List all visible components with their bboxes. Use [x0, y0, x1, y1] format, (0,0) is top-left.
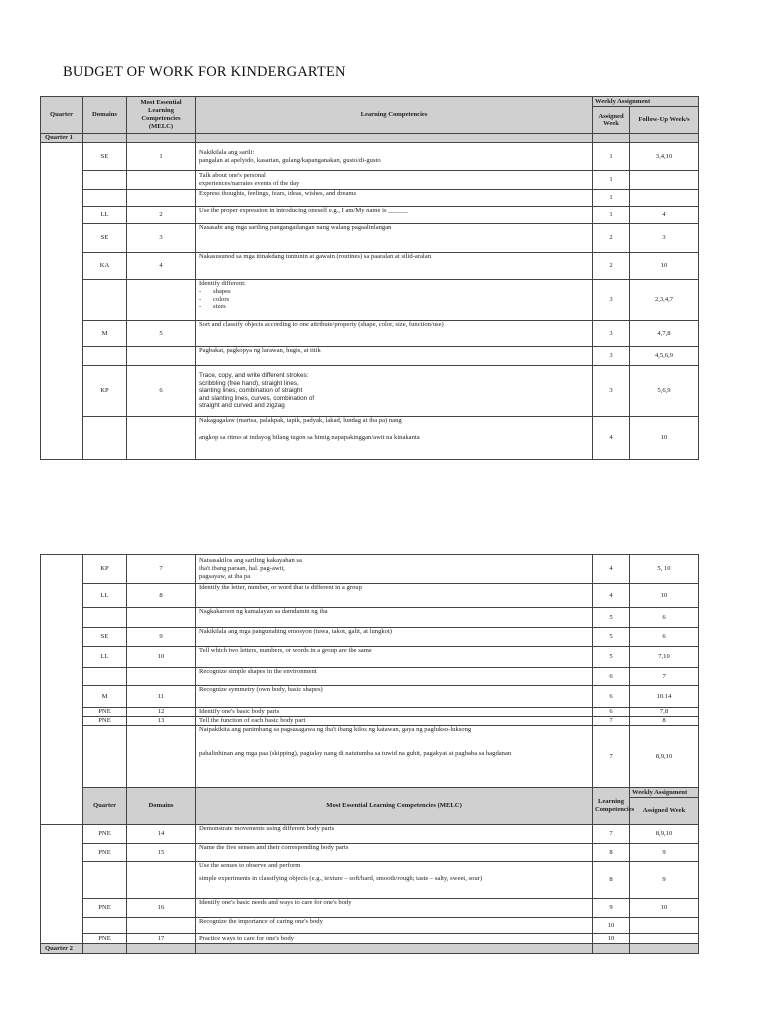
competency-cell: Identify the letter, number, or word that is different in a group: [196, 584, 593, 608]
table-row: [41, 899, 699, 918]
assigned-week-cell: 1: [593, 143, 630, 171]
competency-cell: Tell which two letters, numbers, or words in a group are the same: [196, 647, 593, 668]
follow-up-cell: 10: [630, 899, 699, 918]
table-row: [41, 825, 699, 844]
header-domains: Domains: [83, 97, 127, 134]
follow-up-cell: 4,5,6,9: [630, 347, 699, 366]
assigned-week-cell: 5: [593, 628, 630, 647]
melc-cell: 1: [127, 143, 196, 171]
competency-cell: Identify different: - shapes - colors - sizes: [196, 280, 593, 321]
competency-cell: Recognize symmetry (own body, basic shapes): [196, 686, 593, 708]
domain-cell: SE: [83, 628, 127, 647]
follow-up-cell: 3,4,10: [630, 143, 699, 171]
melc-cell: 14: [127, 825, 196, 844]
domain-cell: PNE: [83, 717, 127, 726]
assigned-week-cell: 3: [593, 321, 630, 347]
follow-up-cell: 5,6,9: [630, 366, 699, 417]
melc-cell: 7: [127, 555, 196, 584]
header-learning-competencies: Learning Competencies: [593, 788, 630, 825]
assigned-week-cell: 7: [593, 726, 630, 788]
competency-cell: Naipakikita ang panimbang sa pagsasagawa ng iba't ibang kilos ng katawan, gaya ng paglukso-luksong pahalinhinan ang mga paa (skipping), pagtalay nang di natutumba sa tuwid na guhit, pagakyat at pagbaba sa hagdanan: [196, 726, 593, 788]
competency-cell: Demonstrate movements using different body parts: [196, 825, 593, 844]
follow-up-cell: 4,7,8: [630, 321, 699, 347]
header-weekly-assignment: Weekly Assignment: [630, 788, 699, 798]
assigned-week-cell: 2: [593, 224, 630, 253]
quarter-cell: [41, 555, 83, 825]
melc-cell: 2: [127, 207, 196, 224]
domain-cell: SE: [83, 224, 127, 253]
assigned-week-cell: 8: [593, 844, 630, 862]
assigned-week-cell: 6: [593, 708, 630, 717]
header-quarter: Quarter: [83, 788, 127, 825]
follow-up-cell: 9: [630, 844, 699, 862]
competency-cell: Trace, copy, and write different strokes: scribbling (free hand), straight lines, slanting lines, combination of straight and slanting lines, curves, combination of straight and curved and zigzag: [196, 366, 593, 417]
follow-up-cell: 7,8: [630, 708, 699, 717]
melc-cell: 17: [127, 934, 196, 944]
table-row: [41, 708, 699, 717]
competency-cell: Nakikilala ang sarili: pangalan at apelyido, kasarian, gulang/kapanganakan, gusto/di-gusto: [196, 143, 593, 171]
competency-cell: Naisasakilos ang sariling kakayahan sa iba't ibang paraan, hal. pag-awit, pagsayaw, at iba pa: [196, 555, 593, 584]
domain-cell: KP: [83, 366, 127, 417]
assigned-week-cell: 1: [593, 171, 630, 190]
table-row: [41, 366, 699, 417]
table-row: [41, 726, 699, 788]
table-row: [41, 347, 699, 366]
follow-up-cell: 10: [630, 584, 699, 608]
budget-table-part-1: [40, 96, 699, 460]
competency-cell: Use the senses to observe and perform simple experiments in classifying objects (e.g., texture – soft/hard, smooth/rough; taste – salty, sweet, sour): [196, 862, 593, 899]
header-assigned-week: Assigned Week: [630, 798, 699, 825]
domain-cell: LL: [83, 584, 127, 608]
budget-table-part-2: [40, 554, 699, 954]
table-row: [41, 280, 699, 321]
table-row: [41, 717, 699, 726]
table-row: [41, 844, 699, 862]
table-row: [41, 321, 699, 347]
competency-cell: Use the proper expression in introducing oneself e.g., I am/My name is ______: [196, 207, 593, 224]
table-row: [41, 628, 699, 647]
melc-cell: 12: [127, 708, 196, 717]
assigned-week-cell: 6: [593, 668, 630, 686]
domain-cell: M: [83, 686, 127, 708]
follow-up-cell: 8: [630, 717, 699, 726]
follow-up-cell: 7: [630, 668, 699, 686]
table-row: [41, 171, 699, 190]
assigned-week-cell: 8: [593, 862, 630, 899]
domain-cell: KP: [83, 555, 127, 584]
header-weekly-assignment: Weekly Assignment: [593, 97, 699, 107]
header-melc: Most Essential Learning Competencies (MELC): [196, 788, 593, 825]
domain-cell: PNE: [83, 708, 127, 717]
assigned-week-cell: 6: [593, 686, 630, 708]
competency-cell: Nakasusunod sa mga itinakdang tuntunin at gawain (routines) sa paaralan at silid-aralan: [196, 253, 593, 280]
domain-cell: KA: [83, 253, 127, 280]
document-title: BUDGET OF WORK FOR KINDERGARTEN: [63, 64, 346, 80]
competency-cell: Nakagagalaw (martsa, palakpak, tapik, padyak, lakad, lundag at iba pa) nang angkop sa ritmo at indayog bilang tugon sa himig napapakinggan/awit na kinakanta: [196, 417, 593, 460]
domain-cell: LL: [83, 207, 127, 224]
assigned-week-cell: 7: [593, 717, 630, 726]
melc-cell: 15: [127, 844, 196, 862]
follow-up-cell: 10.14: [630, 686, 699, 708]
competency-cell: Pagbakat, pagkopya ng larawan, hugis, at titik: [196, 347, 593, 366]
table-row: [41, 190, 699, 207]
competency-cell: Recognize simple shapes in the environment: [196, 668, 593, 686]
assigned-week-cell: 4: [593, 584, 630, 608]
domain-cell: PNE: [83, 825, 127, 844]
follow-up-cell: [630, 934, 699, 944]
assigned-week-cell: 7: [593, 825, 630, 844]
assigned-week-cell: 9: [593, 899, 630, 918]
follow-up-cell: 3: [630, 224, 699, 253]
quarter-1-label: Quarter 1: [41, 134, 83, 143]
competency-cell: Nasasabi ang mga sariling pangangailangan nang walang pagaalinlangan: [196, 224, 593, 253]
table-row: [41, 918, 699, 934]
domain-cell: PNE: [83, 934, 127, 944]
melc-cell: 10: [127, 647, 196, 668]
assigned-week-cell: 1: [593, 190, 630, 207]
assigned-week-cell: 2: [593, 253, 630, 280]
table-row: [41, 224, 699, 253]
follow-up-cell: 6: [630, 628, 699, 647]
domain-cell: SE: [83, 143, 127, 171]
table-row: [41, 253, 699, 280]
competency-cell: Express thoughts, feelings, fears, ideas, wishes, and dreams: [196, 190, 593, 207]
domain-cell: M: [83, 321, 127, 347]
competency-cell: Recognize the importance of caring one's body: [196, 918, 593, 934]
competency-cell: Talk about one's personal experiences/narrates events of the day: [196, 171, 593, 190]
melc-cell: 4: [127, 253, 196, 280]
follow-up-cell: 2,3,4,7: [630, 280, 699, 321]
domain-cell: LL: [83, 647, 127, 668]
assigned-week-cell: 5: [593, 608, 630, 628]
competency-cell: Nakikilala ang mga pangunahing emosyon (tuwa, takot, galit, at lungkot): [196, 628, 593, 647]
assigned-week-cell: 4: [593, 417, 630, 460]
assigned-week-cell: 3: [593, 280, 630, 321]
table-row: [41, 934, 699, 944]
competency-cell: Sort and classify objects according to one attribute/property (shape, color, size, function/use): [196, 321, 593, 347]
competency-cell: Identify one's basic needs and ways to care for one's body: [196, 899, 593, 918]
follow-up-cell: 10: [630, 253, 699, 280]
melc-cell: 6: [127, 366, 196, 417]
header-learning-competencies: Learning Competencies: [196, 97, 593, 134]
melc-cell: 13: [127, 717, 196, 726]
follow-up-cell: 4: [630, 207, 699, 224]
follow-up-cell: 7,10: [630, 647, 699, 668]
table-row: [41, 668, 699, 686]
follow-up-cell: 5, 10: [630, 555, 699, 584]
melc-cell: 5: [127, 321, 196, 347]
competency-cell: Name the five senses and their corresponding body parts: [196, 844, 593, 862]
table-row: [41, 207, 699, 224]
table-row: [41, 686, 699, 708]
competency-cell: Nagkakaroon ng kamalayan sa damdamin ng iba: [196, 608, 593, 628]
table-row: [41, 555, 699, 584]
table-row: [41, 862, 699, 899]
melc-cell: 9: [127, 628, 196, 647]
follow-up-cell: [630, 918, 699, 934]
quarter-cell: [41, 825, 83, 944]
follow-up-cell: 9: [630, 862, 699, 899]
header-melc: Most Essential Learning Competencies (MELC): [127, 97, 196, 134]
assigned-week-cell: 5: [593, 647, 630, 668]
melc-cell: 16: [127, 899, 196, 918]
melc-cell: 11: [127, 686, 196, 708]
header-assigned-week: Assigned Week: [593, 107, 630, 134]
assigned-week-cell: 1: [593, 207, 630, 224]
assigned-week-cell: 3: [593, 347, 630, 366]
domain-cell: PNE: [83, 844, 127, 862]
table-row: [41, 647, 699, 668]
melc-cell: 8: [127, 584, 196, 608]
follow-up-cell: [630, 190, 699, 207]
assigned-week-cell: 4: [593, 555, 630, 584]
assigned-week-cell: 10: [593, 918, 630, 934]
header-domains: Domains: [127, 788, 196, 825]
quarter-2-label: Quarter 2: [41, 944, 83, 954]
domain-cell: PNE: [83, 899, 127, 918]
header-follow-up-weeks: Follow-Up Week/s: [630, 107, 699, 134]
follow-up-cell: 8,9,10: [630, 726, 699, 788]
table-row: [41, 584, 699, 608]
table-row: [41, 608, 699, 628]
assigned-week-cell: 10: [593, 934, 630, 944]
table-row: [41, 417, 699, 460]
competency-cell: Tell the function of each basic body part: [196, 717, 593, 726]
competency-cell: Identify one's basic body parts: [196, 708, 593, 717]
table-row: [41, 143, 699, 171]
competency-cell: Practice ways to care for one's body: [196, 934, 593, 944]
follow-up-cell: 6: [630, 608, 699, 628]
follow-up-cell: [630, 171, 699, 190]
header-quarter: Quarter: [41, 97, 83, 134]
follow-up-cell: 8,9,10: [630, 825, 699, 844]
assigned-week-cell: 3: [593, 366, 630, 417]
follow-up-cell: 10: [630, 417, 699, 460]
melc-cell: 3: [127, 224, 196, 253]
quarter-cell: [41, 143, 83, 460]
